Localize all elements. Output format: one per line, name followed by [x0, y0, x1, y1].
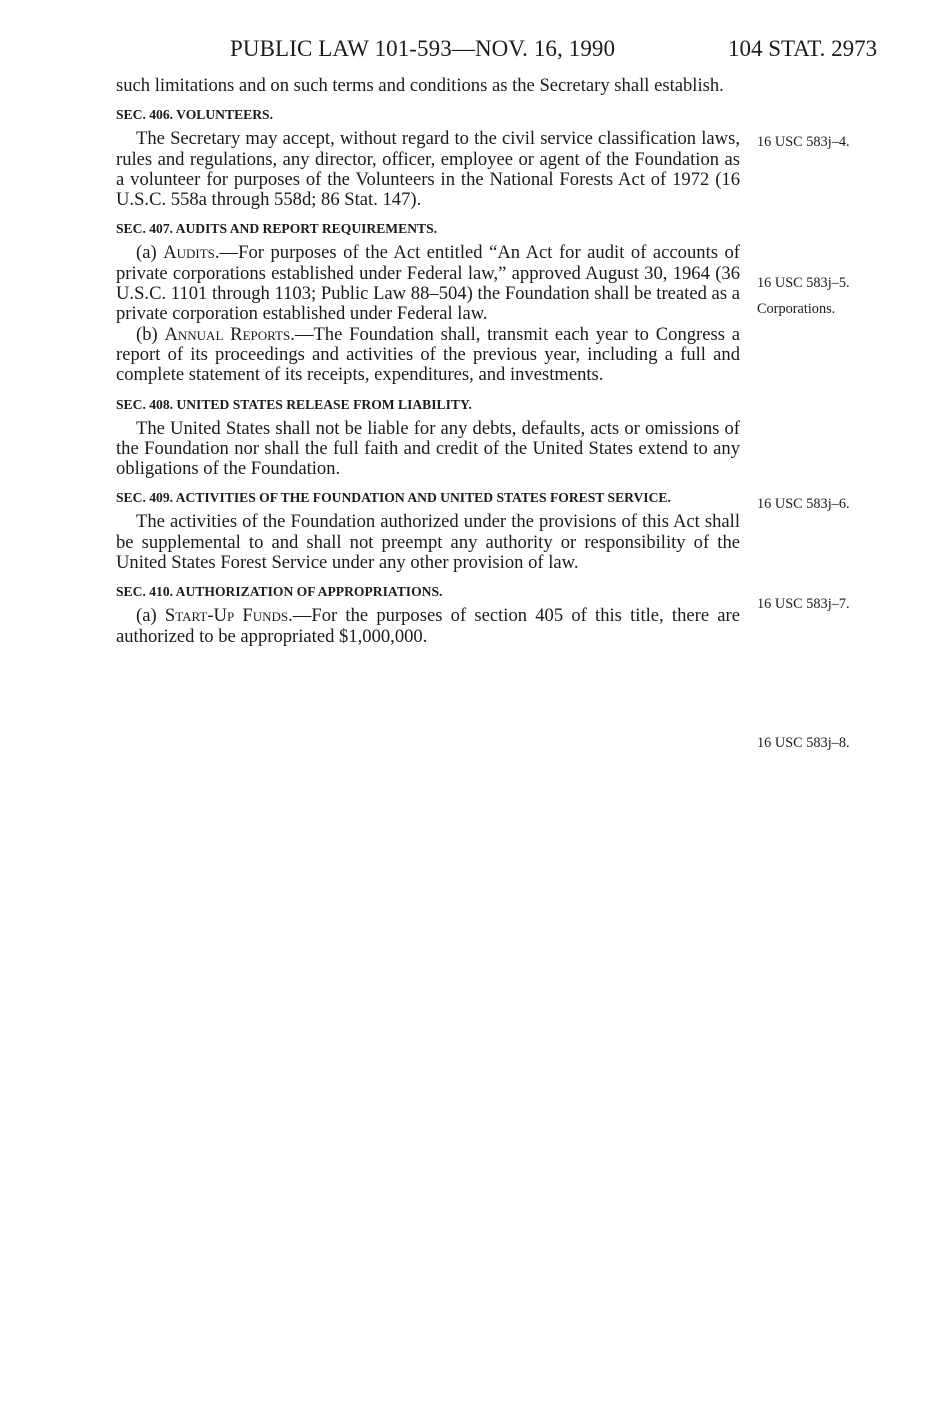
margin-citation-407: 16 USC 583j–5.: [757, 275, 850, 291]
page-header: [0, 36, 949, 66]
margin-citation-409: 16 USC 583j–7.: [757, 596, 850, 612]
subsection-marker: (a): [136, 605, 157, 627]
margin-citation-408: 16 USC 583j–6.: [757, 496, 850, 512]
subsection-marker: (b): [136, 323, 158, 345]
section-407-subsection-a: [116, 243, 740, 324]
subsection-marker: (a): [136, 242, 157, 264]
section-408-heading: SEC. 408. UNITED STATES RELEASE FROM LIABILITY.: [116, 396, 472, 412]
section-406-heading: SEC. 406. VOLUNTEERS.: [116, 107, 273, 123]
section-409-text: The activities of the Foundation authorized under the provisions of this Act shall be supplemental to and shall not preempt any authority or responsibility of the United States Forest Service under any other provision of law.: [116, 511, 740, 574]
subsection-text: .—For purposes of the Act entitled “An Act for audit of accounts of private corporations established under Federal law,” approved August 30, 1964 (36 U.S.C. 1101 through 1103; Public Law 88–504) the Foundation shall be treated as a private corporation established under Federal law.: [116, 242, 740, 325]
subsection-label: Start-Up Funds: [164, 605, 289, 627]
subsection-text: .—For the purposes of section 405 of this title, there are authorized to be appropriated $1,000,000.: [116, 605, 740, 647]
section-409-heading: SEC. 409. ACTIVITIES OF THE FOUNDATION AND UNITED STATES FOREST SERVICE.: [116, 490, 671, 506]
subsection-text: .—The Foundation shall, transmit each year to Congress a report of its proceedings and activities of the previous year, including a full and complete statement of its receipts, expenditures, and investments.: [116, 323, 740, 386]
margin-citation-410: 16 USC 583j–8.: [757, 735, 850, 751]
continued-paragraph: such limitations and on such terms and conditions as the Secretary shall establish.: [116, 75, 724, 96]
subsection-label: Audits: [163, 242, 215, 264]
body-column: [116, 76, 740, 647]
section-406-text: The Secretary may accept, without regard to the civil service classification laws, rules and regulations, any director, officer, employee or agent of the Foundation as a volunteer for purposes of the Volunteers in the National Forests Act of 1972 (16 U.S.C. 558a through 558d; 86 Stat. 147).: [116, 128, 740, 211]
section-410-heading: SEC. 410. AUTHORIZATION OF APPROPRIATIONS.: [116, 584, 443, 600]
section-408-text: The United States shall not be liable for any debts, defaults, acts or omissions of the Foundation nor shall the full faith and credit of the United States extend to any obligations of the Foundation.: [116, 417, 740, 480]
section-410-subsection-a: [116, 606, 740, 647]
subsection-label: Annual Reports: [164, 323, 291, 345]
section-407-subsection-b: [116, 325, 740, 386]
running-head-title: PUBLIC LAW 101-593—NOV. 16, 1990: [230, 36, 616, 61]
margin-note-corporations: Corporations.: [757, 301, 836, 317]
statute-page-number: 104 STAT. 2973: [728, 36, 878, 61]
margin-citation-406: 16 USC 583j–4.: [757, 134, 850, 150]
section-407-heading: SEC. 407. AUDITS AND REPORT REQUIREMENTS.: [116, 221, 438, 237]
